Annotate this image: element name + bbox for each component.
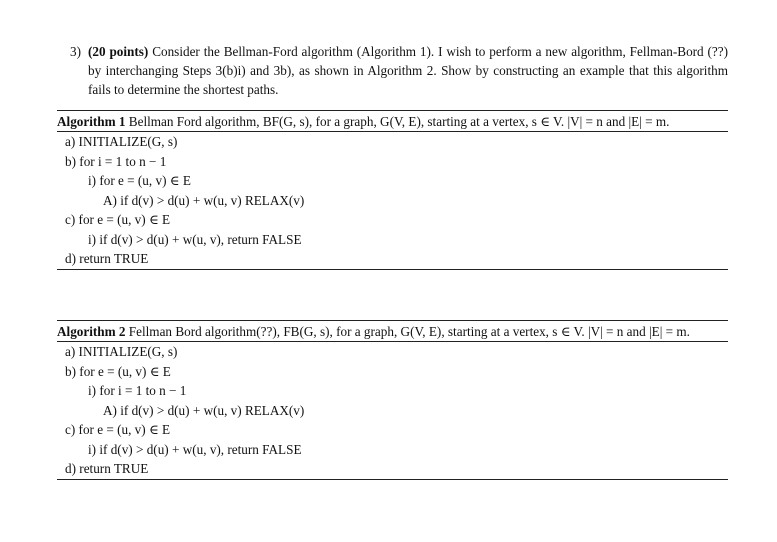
step-marker: i) <box>88 173 97 188</box>
step-marker: a) <box>65 344 76 359</box>
algorithm-2 <box>57 320 728 480</box>
question-text: Consider the Bellman-Ford algorithm (Algorithm 1). I wish to perform a new algorithm, Fellman-Bord (??) by interchanging Steps 3(b)i) and 3b), as shown in Algorithm 2. Show by constructing an example that this algorithm fails to determine the shortest paths. <box>88 44 729 97</box>
step-marker: c) <box>65 422 76 437</box>
algorithm-top-rule <box>57 320 728 321</box>
step <box>57 420 728 440</box>
step-marker: A) <box>103 192 117 208</box>
algorithm-caption-text: Fellman Bord algorithm(??), FB(G, s), for a graph, G(V, E), starting at a vertex, s ∈ V. |V| = n and |E| = m. <box>128 324 690 339</box>
algorithm-caption <box>57 322 728 341</box>
algorithm-top-rule <box>57 110 728 111</box>
algorithm-steps <box>57 132 728 269</box>
algorithm-steps <box>57 342 728 479</box>
step <box>57 171 728 191</box>
step-text: return TRUE <box>79 251 149 266</box>
step-marker: d) <box>65 461 76 476</box>
step <box>57 401 728 421</box>
step <box>57 342 728 362</box>
step-text: if d(v) > d(u) + w(u, v), return FALSE <box>99 441 302 457</box>
step <box>57 459 728 479</box>
step-text: if d(v) > d(u) + w(u, v), return FALSE <box>99 231 302 247</box>
step-text: INITIALIZE(G, s) <box>78 134 178 149</box>
step-marker: i) <box>88 231 97 247</box>
algorithm-bottom-rule <box>57 479 728 480</box>
step-text: for e = (u, v) ∈ E <box>99 173 191 188</box>
algorithm-caption-text: Bellman Ford algorithm, BF(G, s), for a graph, G(V, E), starting at a vertex, s ∈ V. |V| = n and |E| = m. <box>128 114 670 129</box>
step-marker: a) <box>65 134 76 149</box>
step <box>57 440 728 460</box>
step <box>57 152 728 172</box>
step-text: INITIALIZE(G, s) <box>78 344 178 359</box>
step <box>57 230 728 250</box>
question-number: 3) <box>70 44 81 59</box>
step-text: if d(v) > d(u) + w(u, v) RELAX(v) <box>120 192 305 208</box>
step-text: for i = 1 to n − 1 <box>99 383 187 398</box>
algorithm-1 <box>57 110 728 270</box>
step-text: for e = (u, v) ∈ E <box>78 212 171 227</box>
step-text: if d(v) > d(u) + w(u, v) RELAX(v) <box>120 402 305 418</box>
step <box>57 381 728 401</box>
step-text: for e = (u, v) ∈ E <box>78 422 171 437</box>
step-text: for e = (u, v) ∈ E <box>79 363 171 379</box>
step <box>57 362 728 382</box>
algorithm-label: Algorithm 2 <box>57 324 126 339</box>
step-marker: d) <box>65 251 76 266</box>
algorithm-label: Algorithm 1 <box>57 114 126 129</box>
step <box>57 191 728 211</box>
question-points: (20 points) <box>88 44 149 59</box>
step <box>57 132 728 152</box>
step-text: for i = 1 to n − 1 <box>79 153 167 169</box>
step-marker: b) <box>65 153 76 169</box>
algorithm-bottom-rule <box>57 269 728 270</box>
step-marker: c) <box>65 212 76 227</box>
step <box>57 210 728 230</box>
step-text: return TRUE <box>79 461 149 476</box>
step <box>57 249 728 269</box>
step-marker: i) <box>88 441 97 457</box>
step-marker: i) <box>88 383 97 398</box>
step-marker: A) <box>103 402 117 418</box>
question-body <box>88 42 728 99</box>
algorithm-caption <box>57 112 728 131</box>
step-marker: b) <box>65 363 76 379</box>
